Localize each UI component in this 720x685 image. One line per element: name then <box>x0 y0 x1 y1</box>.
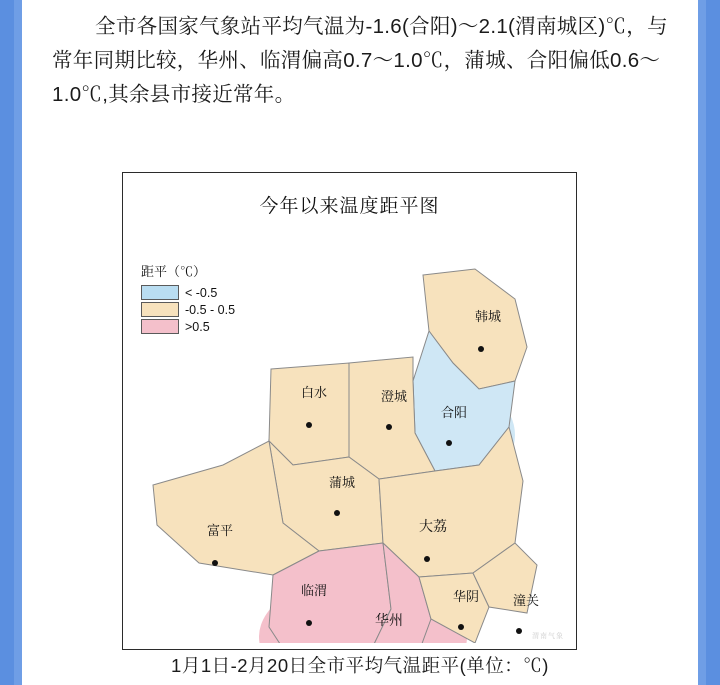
city-label-chengcheng: 澄城 <box>381 389 408 404</box>
station-dot-pucheng <box>334 510 340 516</box>
city-label-tongguan: 潼关 <box>513 593 540 608</box>
station-dot-heyang <box>446 440 452 446</box>
station-dot-fuping <box>212 560 218 566</box>
right-rail-highlight <box>698 0 706 685</box>
station-dot-baishui <box>306 422 312 428</box>
county-baishui <box>269 363 349 465</box>
article-content <box>22 0 698 685</box>
city-label-dali: 大荔 <box>419 518 447 534</box>
legend-label-normal: -0.5 - 0.5 <box>185 302 236 317</box>
map-area <box>123 213 578 643</box>
right-decorative-rail <box>698 0 720 685</box>
figure-caption: 1月1日-2月20日全市平均气温距平(单位：℃) <box>171 655 549 676</box>
article-paragraph <box>22 0 698 112</box>
city-label-heyang: 合阳 <box>441 405 468 420</box>
station-dot-tongguan <box>516 628 522 634</box>
station-dot-linwei <box>306 620 312 626</box>
figure-title: 今年以来温度距平图 <box>259 196 440 217</box>
city-label-huayin: 华阴 <box>453 589 480 604</box>
station-dot-chengcheng <box>386 424 392 430</box>
station-dot-huayin <box>458 624 464 630</box>
legend-title: 距平（℃） <box>141 264 207 279</box>
county-polygons <box>153 269 540 643</box>
legend-label-warm: >0.5 <box>185 319 210 334</box>
station-dot-dali <box>424 556 430 562</box>
paragraph-text: 全市各国家气象站平均气温为-1.6(合阳)～2.1(渭南城区)℃，与常年同期比较，华州、临渭偏高0.7～1.0℃，蒲城、合阳偏低0.6～1.0℃,其余县市接近常年。 <box>52 15 668 106</box>
legend-label-cold: < -0.5 <box>185 285 218 300</box>
city-label-linwei: 临渭 <box>301 583 328 598</box>
left-decorative-rail <box>0 0 22 685</box>
city-label-fuping: 富平 <box>207 523 234 538</box>
station-dot-hancheng <box>478 346 484 352</box>
figure-watermark: 渭南气象 <box>532 633 564 640</box>
city-label-hancheng: 韩城 <box>475 309 502 324</box>
left-rail-highlight <box>14 0 22 685</box>
temperature-anomaly-figure <box>122 172 577 650</box>
city-label-baishui: 白水 <box>301 385 328 400</box>
city-label-huazhou: 华州 <box>375 612 403 628</box>
city-label-pucheng: 蒲城 <box>329 475 356 490</box>
weinan-county-map <box>123 213 578 643</box>
